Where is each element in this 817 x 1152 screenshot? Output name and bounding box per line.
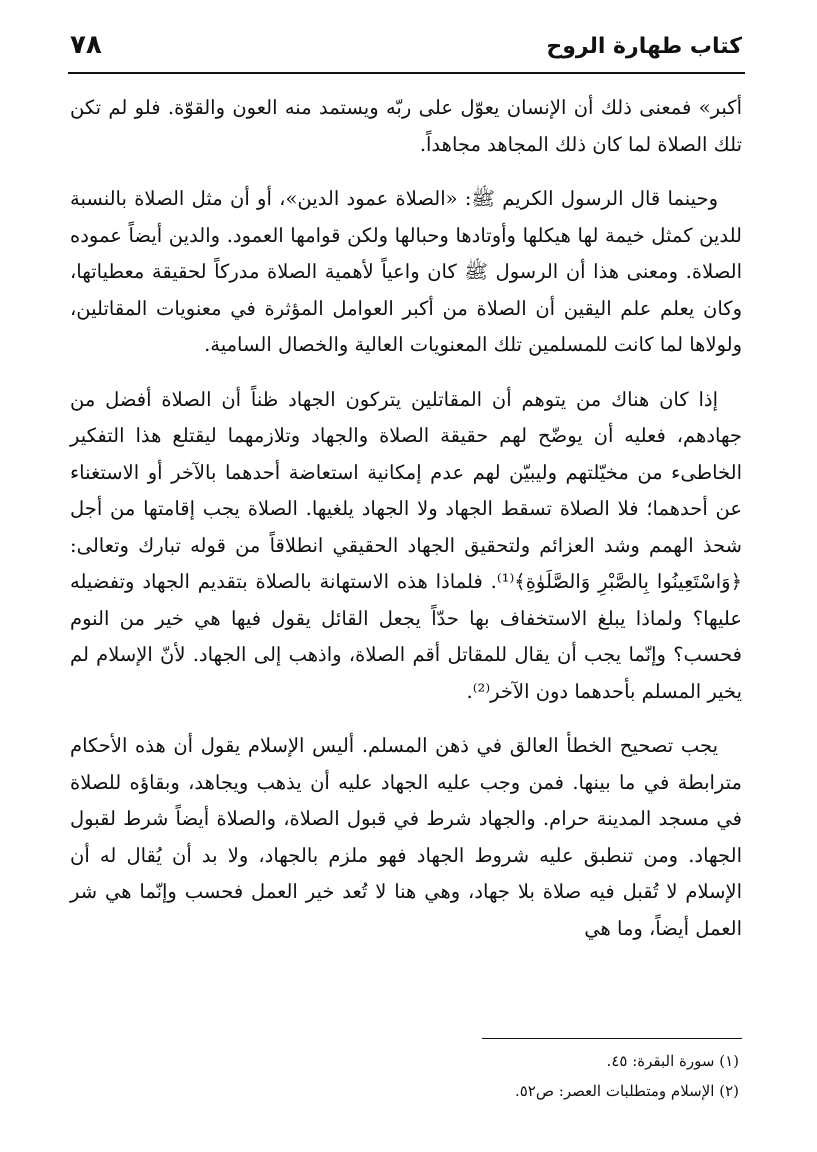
footnote-1: (١) سورة البقرة: ٤٥.: [606, 1052, 739, 1070]
paragraph-3: إذا كان هناك من يتوهم أن المقاتلين يتركون الجهاد ظناً أن الصلاة أفضل من جهادهم، فعليه أن يوضّح لهم حقيقة الصلاة والجهاد وتلازمهما ليقتلع هذا التفكير الخاطىء من مخيّلتهم وليبيّن لهم عدم إمكانية استعاضة أحدهما بالآخر أو الاستغناء عن أحدهما؛ فلا الصلاة تسقط الجهاد ولا الجهاد يلغيها. الصلاة يجب إقامتها من أجل شحذ الهمم وشد العزائم ولتحقيق الجهاد الحقيقي انطلاقاً من قوله تبارك وتعالى: ﴿وَاسْتَعِينُوا بِالصَّبْرِ وَالصَّلَوٰةِ﴾⁽¹⁾. فلماذا هذه الاستهانة بالصلاة بتقديم الجهاد وتفضيله عليها؟ ولماذا يبلغ الاستخفاف بها حدّاً يجعل القائل يقول فيها هي خير من النوم فحسب؟ وإنّما يجب أن يقال للمقاتل أقم الصلاة، واذهب إلى الجهاد. لأنّ الإسلام لم يخير المسلم بأحدهما دون الآخر⁽²⁾.: [70, 387, 742, 703]
footnote-divider: [482, 1038, 742, 1039]
page-body: [70, 90, 742, 965]
footnotes: [70, 1046, 739, 1106]
paragraph-1: أكبر» فمعنى ذلك أن الإنسان يعوّل على ربّه ويستمد منه العون والقوّة. فلو لم تكن تلك الصلاة لما كان ذلك المجاهد مجاهداً.: [70, 96, 742, 156]
paragraph-2: وحينما قال الرسول الكريم ﷺ: «الصلاة عمود الدين»، أو أن مثل الصلاة بالنسبة للدين كمثل خيمة لها هيكلها وأوتادها وحبالها ولكن قوامها العمود. والدين أيضاً عموده الصلاة. ومعنى هذا أن الرسول ﷺ كان واعياً لأهمية الصلاة مدركاً لحقيقة معطياتها، وكان يعلم علم اليقين أن الصلاة من أكبر العوامل المؤثرة في معنويات المقاتلين، ولولاها لما كانت للمسلمين تلك المعنويات العالية والخصال السامية.: [70, 187, 742, 356]
header-divider: [68, 72, 745, 74]
footnote-2: (٢) الإسلام ومتطلبات العصر: ص٥٢.: [514, 1082, 739, 1100]
book-title: كتاب طهارة الروح: [546, 34, 742, 59]
page-header: [70, 30, 742, 70]
paragraph-4: يجب تصحيح الخطأ العالق في ذهن المسلم. أليس الإسلام يقول أن هذه الأحكام مترابطة في ما بينها. فمن وجب عليه الجهاد عليه أن يذهب ويجاهد، وبقاؤه للصلاة في مسجد المدينة حرام. والجهاد شرط في قبول الصلاة، والصلاة أيضاً شرط لقبول الجهاد. ومن تنطبق عليه شروط الجهاد فهو ملزم بالجهاد، ولا بد أن يُقال له أن الإسلام لا تُقبل فيه صلاة بلا جهاد، وهي هنا لا تُعد خير العمل فحسب وإنّما هي شر العمل أيضاً، وما هي: [70, 734, 742, 940]
page-number: ٧٨: [70, 30, 102, 60]
